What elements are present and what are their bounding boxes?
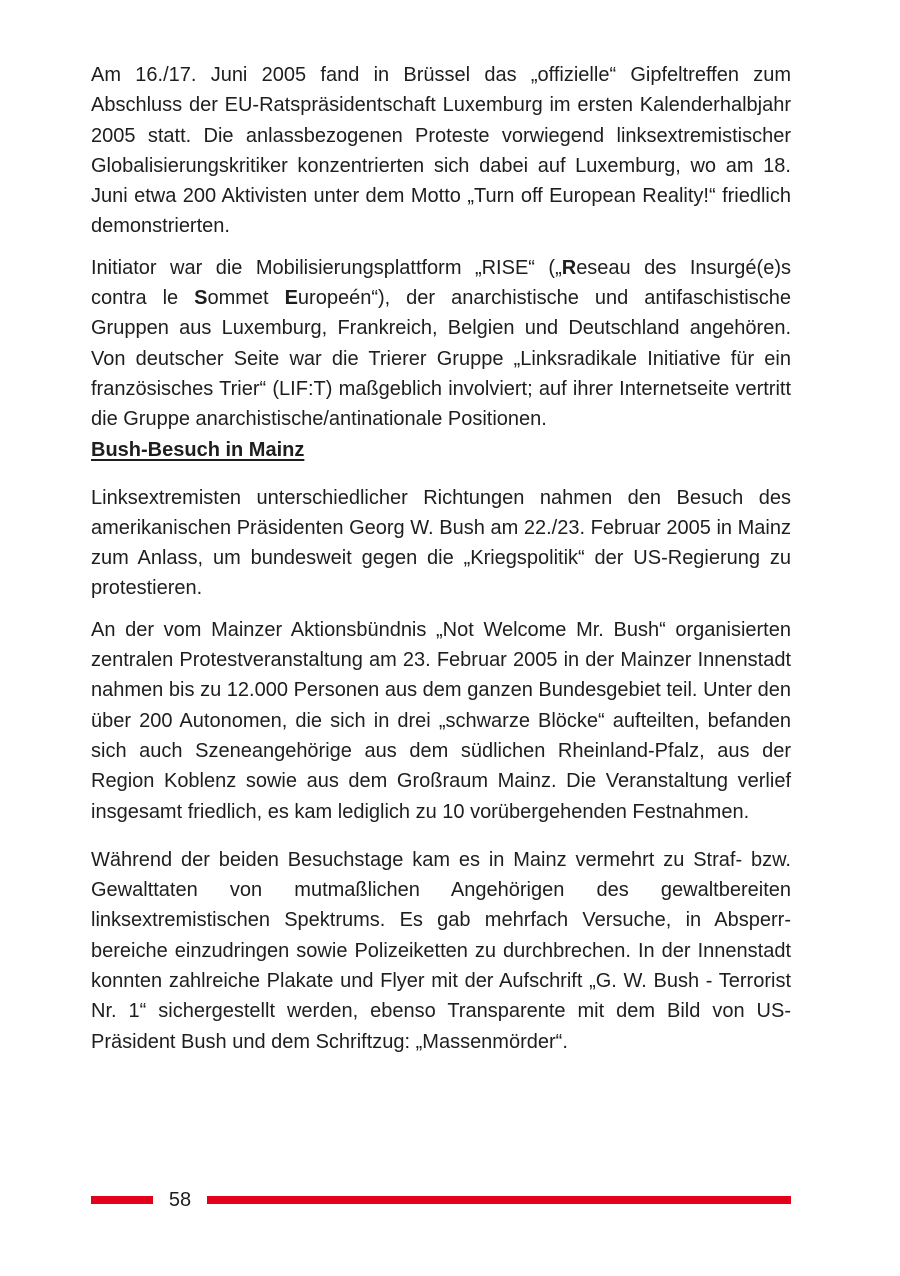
page-number: 58 (168, 1189, 192, 1211)
section-heading: Bush-Besuch in Mainz (91, 438, 305, 461)
rise-text-2: eseau des Insurgé(e)s contra le (91, 256, 791, 310)
paragraph-protest-event: An der vom Mainzer Aktionsbündnis „Not Welcome Mr. Bush“ organisierten zentralen Protestveranstaltung am 23. Februar 2005 in der Mainzer Innenstadt nahmen bis zu 12.000 Personen aus dem ganzen Bundesgebiet teil. Unter den über 200 Autonomen, die sich in drei „schwarze Blöcke“ aufteilten, befanden sich auch Szeneangehörige aus dem südlichen Rheinland-Pfalz, aus der Region Koblenz sowie aus dem Großraum Mainz. Die Veranstaltung verlief insgesamt friedlich, es kam lediglich zu 10 vorübergehenden Festnahmen. (91, 618, 791, 823)
paragraph-bush-visit: Linksextremisten unterschiedlicher Richtungen nahmen den Besuch des amerikanischen Präsidenten Georg W. Bush am 22./23. Februar 2005 in Mainz zum Anlass, um bundesweit gegen die „Kriegspolitik“ der US-Regierung zu protestieren. (91, 486, 791, 600)
rise-text-1: Initiator war die Mobilisierungsplattform „RISE“ („ (91, 256, 562, 279)
rise-bold-r: R (561, 256, 577, 279)
page-body (91, 60, 791, 1057)
rise-text-4: uropeén“), der anarchistische und antifaschistische Gruppen aus Luxemburg, Frankreich, Belgien und Deutschland angehören. Von deutscher Seite war die Trierer Gruppe „Linksradikale Initiative für ein französisches Trier“ (LIF:T) maßgeblich involviert; auf ihrer Internetseite vertritt die Gruppe anarchistische/antinationale Positionen. (91, 287, 791, 431)
footer-bar-right (207, 1196, 791, 1204)
rise-bold-e: E (284, 287, 298, 310)
rise-text-3: ommet (207, 287, 285, 310)
rise-bold-s: S (194, 287, 208, 310)
paragraph-rise-initiative (91, 253, 791, 435)
paragraph-violence: Während der beiden Besuchstage kam es in Mainz vermehrt zu Straf- bzw. Gewalttaten von mutmaßlichen Angehörigen des gewaltbereiten linksextremistischen Spektrums. Es gab mehrfach Versuche, in Absperrbereiche einzudringen sowie Polizeiketten zu durchbrechen. In der Innenstadt konnten zahlreiche Plakate und Flyer mit der Aufschrift „G. W. Bush - Terrorist Nr. 1“ sichergestellt werden, ebenso Transparente mit dem Bild von US-Präsident Bush und dem Schriftzug: „Massenmörder“. (91, 848, 791, 1053)
page-footer (91, 1187, 791, 1213)
footer-bar-left (91, 1196, 153, 1204)
paragraph-eu-summit: Am 16./17. Juni 2005 fand in Brüssel das „offizielle“ Gipfeltreffen zum Abschluss der EU-Ratspräsidentschaft Luxemburg im ersten Kalenderhalbjahr 2005 statt. Die anlassbezogenen Proteste vorwiegend linksextremistischer Globalisierungskritiker konzentrierten sich dabei auf Luxemburg, wo am 18. Juni etwa 200 Aktivisten unter dem Motto „Turn off European Reality!“ friedlich demonstrierten. (91, 64, 791, 238)
